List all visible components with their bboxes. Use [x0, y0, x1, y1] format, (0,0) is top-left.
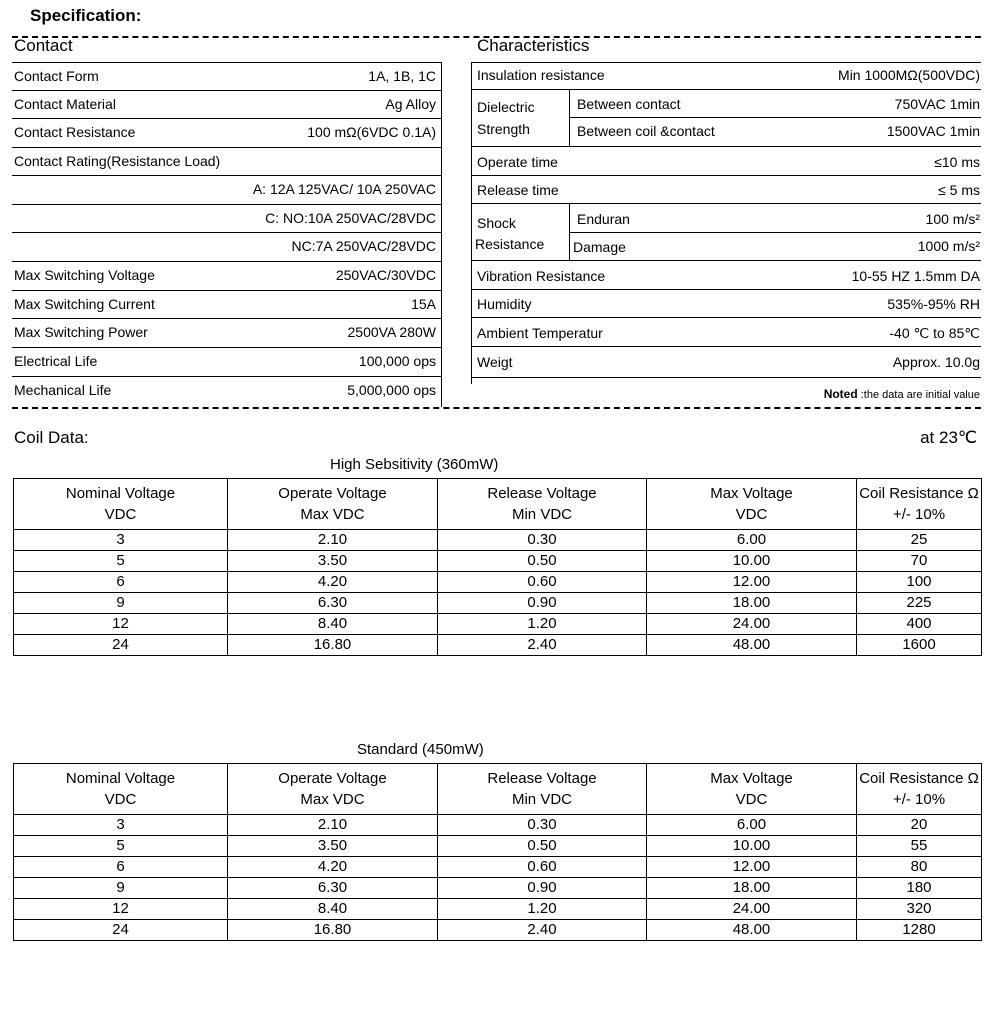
- table-cell: 12: [14, 899, 228, 920]
- table-row: [14, 635, 982, 656]
- table-cell: 6.30: [228, 878, 438, 899]
- contact-row-value: A: 12A 125VAC/ 10A 250VAC: [252, 181, 436, 197]
- release-time-label: Release time: [477, 182, 559, 198]
- characteristics-header: Characteristics: [477, 36, 590, 55]
- divider: [12, 62, 441, 63]
- contact-row-value: NC:7A 250VAC/28VDC: [291, 238, 436, 254]
- column-header: [438, 764, 647, 815]
- table-cell: 12.00: [647, 572, 857, 593]
- table-cell: 2.10: [228, 815, 438, 836]
- column-header: [857, 764, 982, 815]
- insulation-label: Insulation resistance: [477, 67, 605, 83]
- table-cell: 320: [857, 899, 982, 920]
- divider: [12, 290, 441, 291]
- table-cell: 0.30: [438, 815, 647, 836]
- shock-label-2: Resistance: [475, 236, 545, 252]
- shock-damage-value: 1000 m/s²: [917, 238, 980, 254]
- column-header-line: Release Voltage: [487, 485, 597, 502]
- column-header-line: VDC: [104, 506, 137, 523]
- coil-data-label: Coil Data:: [14, 428, 89, 447]
- column-header-line: VDC: [735, 506, 768, 523]
- column-header-line: +/- 10%: [892, 506, 946, 523]
- shock-endurance-value: 100 m/s²: [925, 211, 980, 227]
- table-cell: 5: [14, 551, 228, 572]
- column-header-line: Min VDC: [511, 791, 572, 808]
- contact-row-value: 100 mΩ(6VDC 0.1A): [307, 124, 436, 140]
- divider: [471, 377, 981, 378]
- column-header-line: Max Voltage: [710, 770, 793, 787]
- table-cell: 1.20: [438, 614, 647, 635]
- table-cell: 0.60: [438, 857, 647, 878]
- contact-row-value: 2500VA 280W: [347, 324, 436, 340]
- spec-title: Specification:: [30, 6, 142, 25]
- shock-damage-label: Damage: [573, 239, 626, 255]
- noted-bold: Noted: [823, 387, 858, 401]
- release-time-value: ≤ 5 ms: [938, 182, 980, 198]
- table-cell: 48.00: [647, 635, 857, 656]
- contact-row-label: Contact Resistance: [14, 124, 136, 140]
- operate-time-value: ≤10 ms: [934, 154, 980, 170]
- table-cell: 0.50: [438, 836, 647, 857]
- contact-header: Contact: [14, 36, 73, 55]
- table-cell: 9: [14, 593, 228, 614]
- table-row: [14, 899, 982, 920]
- divider: [471, 260, 981, 261]
- weight-value: Approx. 10.0g: [892, 354, 980, 370]
- contact-row-value: Ag Alloy: [385, 96, 436, 112]
- table-cell: 1280: [857, 920, 982, 941]
- divider: [569, 117, 981, 118]
- table-cell: 4.20: [228, 857, 438, 878]
- divider: [471, 89, 981, 90]
- column-header: [14, 764, 228, 815]
- table-cell: 24: [14, 635, 228, 656]
- humidity-label: Humidity: [477, 296, 532, 312]
- column-header-line: Nominal Voltage: [65, 485, 176, 502]
- column-header-line: Release Voltage: [487, 770, 597, 787]
- divider: [12, 376, 441, 377]
- table-cell: 4.20: [228, 572, 438, 593]
- divider: [471, 317, 981, 318]
- table-header-row: [14, 479, 982, 530]
- table-cell: 225: [857, 593, 982, 614]
- shock-endurance-label: Enduran: [577, 211, 630, 227]
- table-cell: 16.80: [228, 635, 438, 656]
- divider: [12, 204, 441, 205]
- divider: [12, 261, 441, 262]
- table-cell: 8.40: [228, 614, 438, 635]
- table-cell: 16.80: [228, 920, 438, 941]
- divider: [12, 232, 441, 233]
- coil-table-high-sensitivity: [13, 478, 982, 656]
- vibration-label: Vibration Resistance: [477, 268, 606, 284]
- contact-row-label: Max Switching Power: [14, 324, 148, 340]
- insulation-value: Min 1000MΩ(500VDC): [838, 67, 980, 83]
- dielectric-between-contact: Between contact: [577, 96, 681, 112]
- table-cell: 2.40: [438, 635, 647, 656]
- divider: [471, 289, 981, 290]
- column-header: [857, 479, 982, 530]
- table-cell: 100: [857, 572, 982, 593]
- divider: [471, 62, 981, 63]
- column-header-line: Max VDC: [300, 506, 365, 523]
- contact-row-value: 1A, 1B, 1C: [368, 68, 436, 84]
- table-cell: 0.90: [438, 593, 647, 614]
- table-cell: 3: [14, 815, 228, 836]
- noted-text: :the data are initial value: [857, 389, 980, 401]
- humidity-value: 535%-95% RH: [887, 296, 980, 312]
- contact-row-value: 5,000,000 ops: [347, 382, 436, 398]
- noted-remark: [824, 386, 980, 403]
- table-cell: 180: [857, 878, 982, 899]
- table-caption-standard: Standard (450mW): [357, 741, 484, 758]
- table-cell: 0.60: [438, 572, 647, 593]
- column-header-line: Operate Voltage: [278, 770, 387, 787]
- table-cell: 24.00: [647, 899, 857, 920]
- table-cell: 5: [14, 836, 228, 857]
- table-row: [14, 836, 982, 857]
- table-cell: 20: [857, 815, 982, 836]
- table-cell: 3.50: [228, 551, 438, 572]
- table-cell: 24: [14, 920, 228, 941]
- contact-row-label: Contact Form: [14, 68, 99, 84]
- table-cell: 3.50: [228, 836, 438, 857]
- table-cell: 18.00: [647, 878, 857, 899]
- table-cell: 6.30: [228, 593, 438, 614]
- table-row: [14, 857, 982, 878]
- contact-row-value: C: NO:10A 250VAC/28VDC: [265, 210, 436, 226]
- contact-row-label: Max Switching Current: [14, 296, 155, 312]
- column-header-line: Coil Resistance Ω: [859, 770, 979, 787]
- table-row: [14, 593, 982, 614]
- dielectric-value-1: 750VAC 1min: [894, 96, 980, 112]
- divider: [471, 175, 981, 176]
- table-row: [14, 878, 982, 899]
- table-cell: 25: [857, 530, 982, 551]
- column-header-line: VDC: [735, 791, 768, 808]
- contact-row-label: Mechanical Life: [14, 382, 112, 398]
- table-cell: 0.90: [438, 878, 647, 899]
- table-cell: 6.00: [647, 815, 857, 836]
- divider: [471, 62, 472, 384]
- column-header-line: Max VDC: [300, 791, 365, 808]
- divider: [12, 318, 441, 319]
- divider: [471, 203, 981, 204]
- operate-time-label: Operate time: [477, 154, 558, 170]
- divider: [471, 146, 981, 147]
- ambient-temperature-value: -40 ℃ to 85℃: [889, 325, 980, 341]
- column-header: [228, 479, 438, 530]
- weight-label: Weigt: [477, 354, 513, 370]
- contact-row-label: Contact Rating(Resistance Load): [14, 153, 221, 169]
- coil-table-standard: [13, 763, 982, 941]
- dielectric-value-2: 1500VAC 1min: [886, 123, 980, 139]
- contact-row-label: Max Switching Voltage: [14, 267, 155, 283]
- contact-row-label: Electrical Life: [14, 353, 98, 369]
- vibration-value: 10-55 HZ 1.5mm DA: [851, 268, 980, 284]
- column-header: [438, 479, 647, 530]
- table-cell: 70: [857, 551, 982, 572]
- table-cell: 8.40: [228, 899, 438, 920]
- bottom-dashed-rule: [12, 407, 981, 409]
- divider: [12, 175, 441, 176]
- table-row: [14, 530, 982, 551]
- contact-row-value: 100,000 ops: [358, 353, 436, 369]
- table-cell: 12: [14, 614, 228, 635]
- column-header-line: Min VDC: [511, 506, 572, 523]
- divider: [12, 118, 441, 119]
- divider: [441, 62, 442, 407]
- coil-temperature: at 23℃: [920, 428, 977, 447]
- column-header-line: Nominal Voltage: [65, 770, 176, 787]
- table-cell: 6: [14, 572, 228, 593]
- column-header: [647, 764, 857, 815]
- column-header-line: +/- 10%: [892, 791, 946, 808]
- table-cell: 9: [14, 878, 228, 899]
- table-cell: 10.00: [647, 551, 857, 572]
- table-caption-high-sensitivity: High Sebsitivity (360mW): [330, 456, 499, 473]
- dielectric-between-coil: Between coil &contact: [577, 123, 715, 139]
- column-header: [14, 479, 228, 530]
- column-header-line: Max Voltage: [710, 485, 793, 502]
- table-cell: 400: [857, 614, 982, 635]
- dielectric-label-1: Dielectric: [477, 99, 535, 115]
- table-cell: 0.50: [438, 551, 647, 572]
- table-row: [14, 920, 982, 941]
- table-cell: 10.00: [647, 836, 857, 857]
- table-cell: 55: [857, 836, 982, 857]
- ambient-temperature-label: Ambient Temperatur: [477, 325, 603, 341]
- table-cell: 12.00: [647, 857, 857, 878]
- table-row: [14, 551, 982, 572]
- column-header: [228, 764, 438, 815]
- column-header-line: Coil Resistance Ω: [859, 485, 979, 502]
- column-header: [647, 479, 857, 530]
- table-header-row: [14, 764, 982, 815]
- column-header-line: VDC: [104, 791, 137, 808]
- contact-row-value: 250VAC/30VDC: [335, 267, 436, 283]
- divider: [12, 147, 441, 148]
- divider: [12, 90, 441, 91]
- table-cell: 2.10: [228, 530, 438, 551]
- table-cell: 3: [14, 530, 228, 551]
- shock-label-1: Shock: [477, 215, 516, 231]
- table-cell: 80: [857, 857, 982, 878]
- contact-row-label: Contact Material: [14, 96, 116, 112]
- table-cell: 0.30: [438, 530, 647, 551]
- table-row: [14, 815, 982, 836]
- table-row: [14, 614, 982, 635]
- table-cell: 2.40: [438, 920, 647, 941]
- column-header-line: Operate Voltage: [278, 485, 387, 502]
- table-cell: 1600: [857, 635, 982, 656]
- divider: [569, 232, 981, 233]
- table-row: [14, 572, 982, 593]
- divider: [12, 347, 441, 348]
- table-cell: 1.20: [438, 899, 647, 920]
- table-cell: 48.00: [647, 920, 857, 941]
- table-cell: 6: [14, 857, 228, 878]
- contact-row-value: 15A: [411, 296, 436, 312]
- dielectric-label-2: Strength: [477, 121, 530, 137]
- divider: [471, 346, 981, 347]
- table-cell: 24.00: [647, 614, 857, 635]
- table-cell: 6.00: [647, 530, 857, 551]
- table-cell: 18.00: [647, 593, 857, 614]
